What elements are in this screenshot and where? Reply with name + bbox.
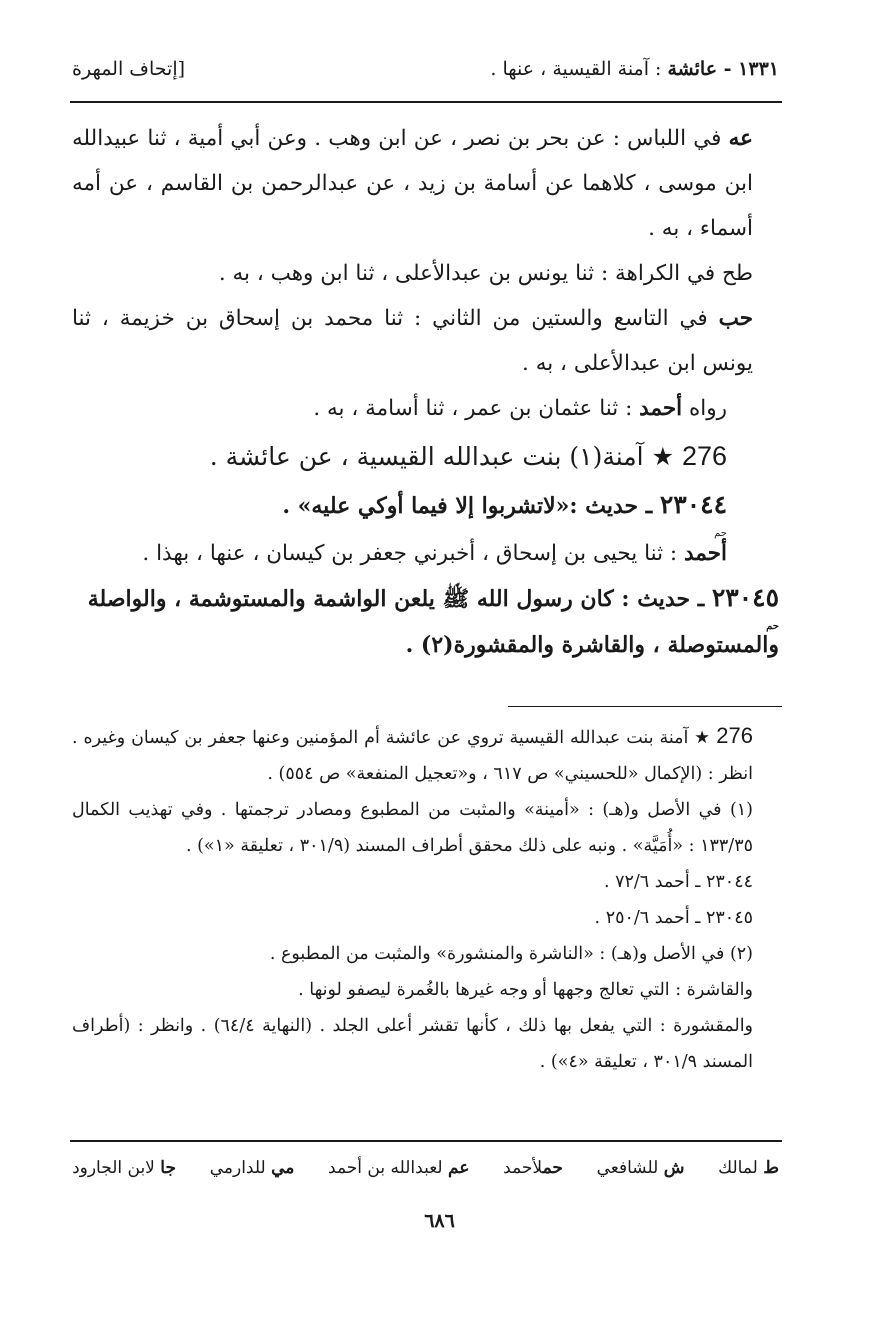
paragraph-text: رواه <box>688 396 727 421</box>
paragraph-3 <box>72 296 779 386</box>
paragraph-1 <box>72 116 779 251</box>
source-name: أحمد <box>684 541 727 566</box>
hadith-23044-source <box>72 529 779 571</box>
legend-item: عم لعبدالله بن أحمد <box>328 1158 470 1178</box>
star-icon: ★ <box>651 442 674 471</box>
page-number: ٦٨٦ <box>424 1210 455 1232</box>
legend-rule <box>70 1140 782 1142</box>
paragraph-text: في اللباس : عن بحر بن نصر ، عن ابن وهب . وعن أبي أمية ، ثنا عبيدالله ابن موسى ، كلاهما عن أسامة بن زيد ، عن عبدالرحمن بن القاسم ، عن أمه أسماء ، به . <box>72 126 753 241</box>
paragraph-4 <box>72 386 779 431</box>
hadith-number: ٢٣٠٤٥ <box>711 583 779 612</box>
header-book-title: [إتحاف المهرة <box>72 58 186 80</box>
hadith-23044 <box>72 482 779 529</box>
footnote-qashira: والقاشرة : التي تعالج وجهها أو وجه غيرها بالغُمرة ليصفو لونها . <box>298 980 753 1000</box>
footnote-narrator <box>72 718 779 792</box>
entry-number: 276 <box>716 723 753 748</box>
footnote-1: (١) في الأصل و(هـ) : «أمينة» والمثبت من المطبوع ومصادر ترجمتها . وفي تهذيب الكمال ١٣٣/٣٥ : «أُمَيَّة» . ونبه على ذلك محقق أطراف المسند (٣٠١/٩ ، تعليقة «١») . <box>72 800 753 856</box>
entry-number: 276 <box>681 441 727 471</box>
legend-item: جا لابن الجارود <box>72 1158 176 1178</box>
hadith-23045-cont <box>72 622 779 660</box>
paragraph-2: طح في الكراهة : ثنا يونس بن عبدالأعلى ، ثنا ابن وهب ، به . <box>218 261 753 286</box>
source-name: أحمد <box>639 396 683 421</box>
footnote-23045: ٢٣٠٤٥ ـ أحمد ٢٥٠/٦ . <box>594 908 753 928</box>
source-code: عه <box>728 126 753 151</box>
legend-item: حملأحمد <box>503 1158 563 1178</box>
hadith-23045 <box>72 575 779 622</box>
source-text: : ثنا يحيى بن إسحاق ، أخبرني جعفر بن كيسان ، عنها ، بهذا . <box>142 541 678 566</box>
header-chapter-title: : آمنة القيسية ، عنها . <box>490 58 662 80</box>
footnote-text: آمنة بنت عبدالله القيسية تروي عن عائشة أم المؤمنين وعنها جعفر بن كيسان وغيره . انظر : (الإكمال «للحسيني» ص ٦١٧ ، و«تعجيل المنفعة» ص ٥٥٤) . <box>72 728 753 784</box>
header-chapter-number: ١٣٣١ - عائشة <box>667 58 779 80</box>
footnote-23044: ٢٣٠٤٤ ـ أحمد ٧٢/٦ . <box>603 872 753 892</box>
paragraph-text: : ثنا عثمان بن عمر ، ثنا أسامة ، به . <box>313 396 633 421</box>
hadith-text: ـ حديث :«لاتشربوا إلا فيما أوكي عليه» . <box>282 493 653 519</box>
hadith-number: ٢٣٠٤٤ <box>659 490 727 519</box>
narrator-entry <box>72 431 779 482</box>
footnote-2: (٢) في الأصل و(هـ) : «الناشرة والمنشورة» والمثبت من المطبوع . <box>269 944 753 964</box>
running-header <box>72 52 779 86</box>
footnote-rule <box>508 706 782 707</box>
header-chapter <box>490 58 779 80</box>
paragraph-text: في التاسع والستين من الثاني : ثنا محمد بن إسحاق بن خزيمة ، ثنا يونس ابن عبدالأعلى ، به . <box>72 306 753 376</box>
hadith-text: ـ حديث : كان رسول الله ﷺ يلعن الواشمة والمستوشمة ، والواصلة <box>87 586 705 612</box>
header-rule <box>70 101 782 103</box>
footnotes <box>72 718 779 1080</box>
legend-item: ط لمالك <box>718 1158 779 1178</box>
source-mark: حم <box>766 621 779 632</box>
legend-item: ش للشافعي <box>596 1158 685 1178</box>
entry-title: آمنة(١) بنت عبدالله القيسية ، عن عائشة . <box>209 442 644 471</box>
source-mark: حم <box>714 528 727 539</box>
source-code: حب <box>718 306 753 331</box>
footnote-maqshura: والمقشورة : التي يفعل بها ذلك ، كأنها تقشر أعلى الجلد . (النهاية ٦٤/٤) . وانظر : (أطراف المسند ٣٠١/٩ ، تعليقة «٤») . <box>72 1016 754 1072</box>
hadith-text: والمستوصلة ، والقاشرة والمقشورة(٢) . <box>405 632 779 658</box>
star-icon: ★ <box>694 728 711 748</box>
main-text <box>72 116 779 660</box>
legend-item: مي للدارمي <box>209 1158 295 1178</box>
abbreviation-legend <box>72 1150 779 1186</box>
